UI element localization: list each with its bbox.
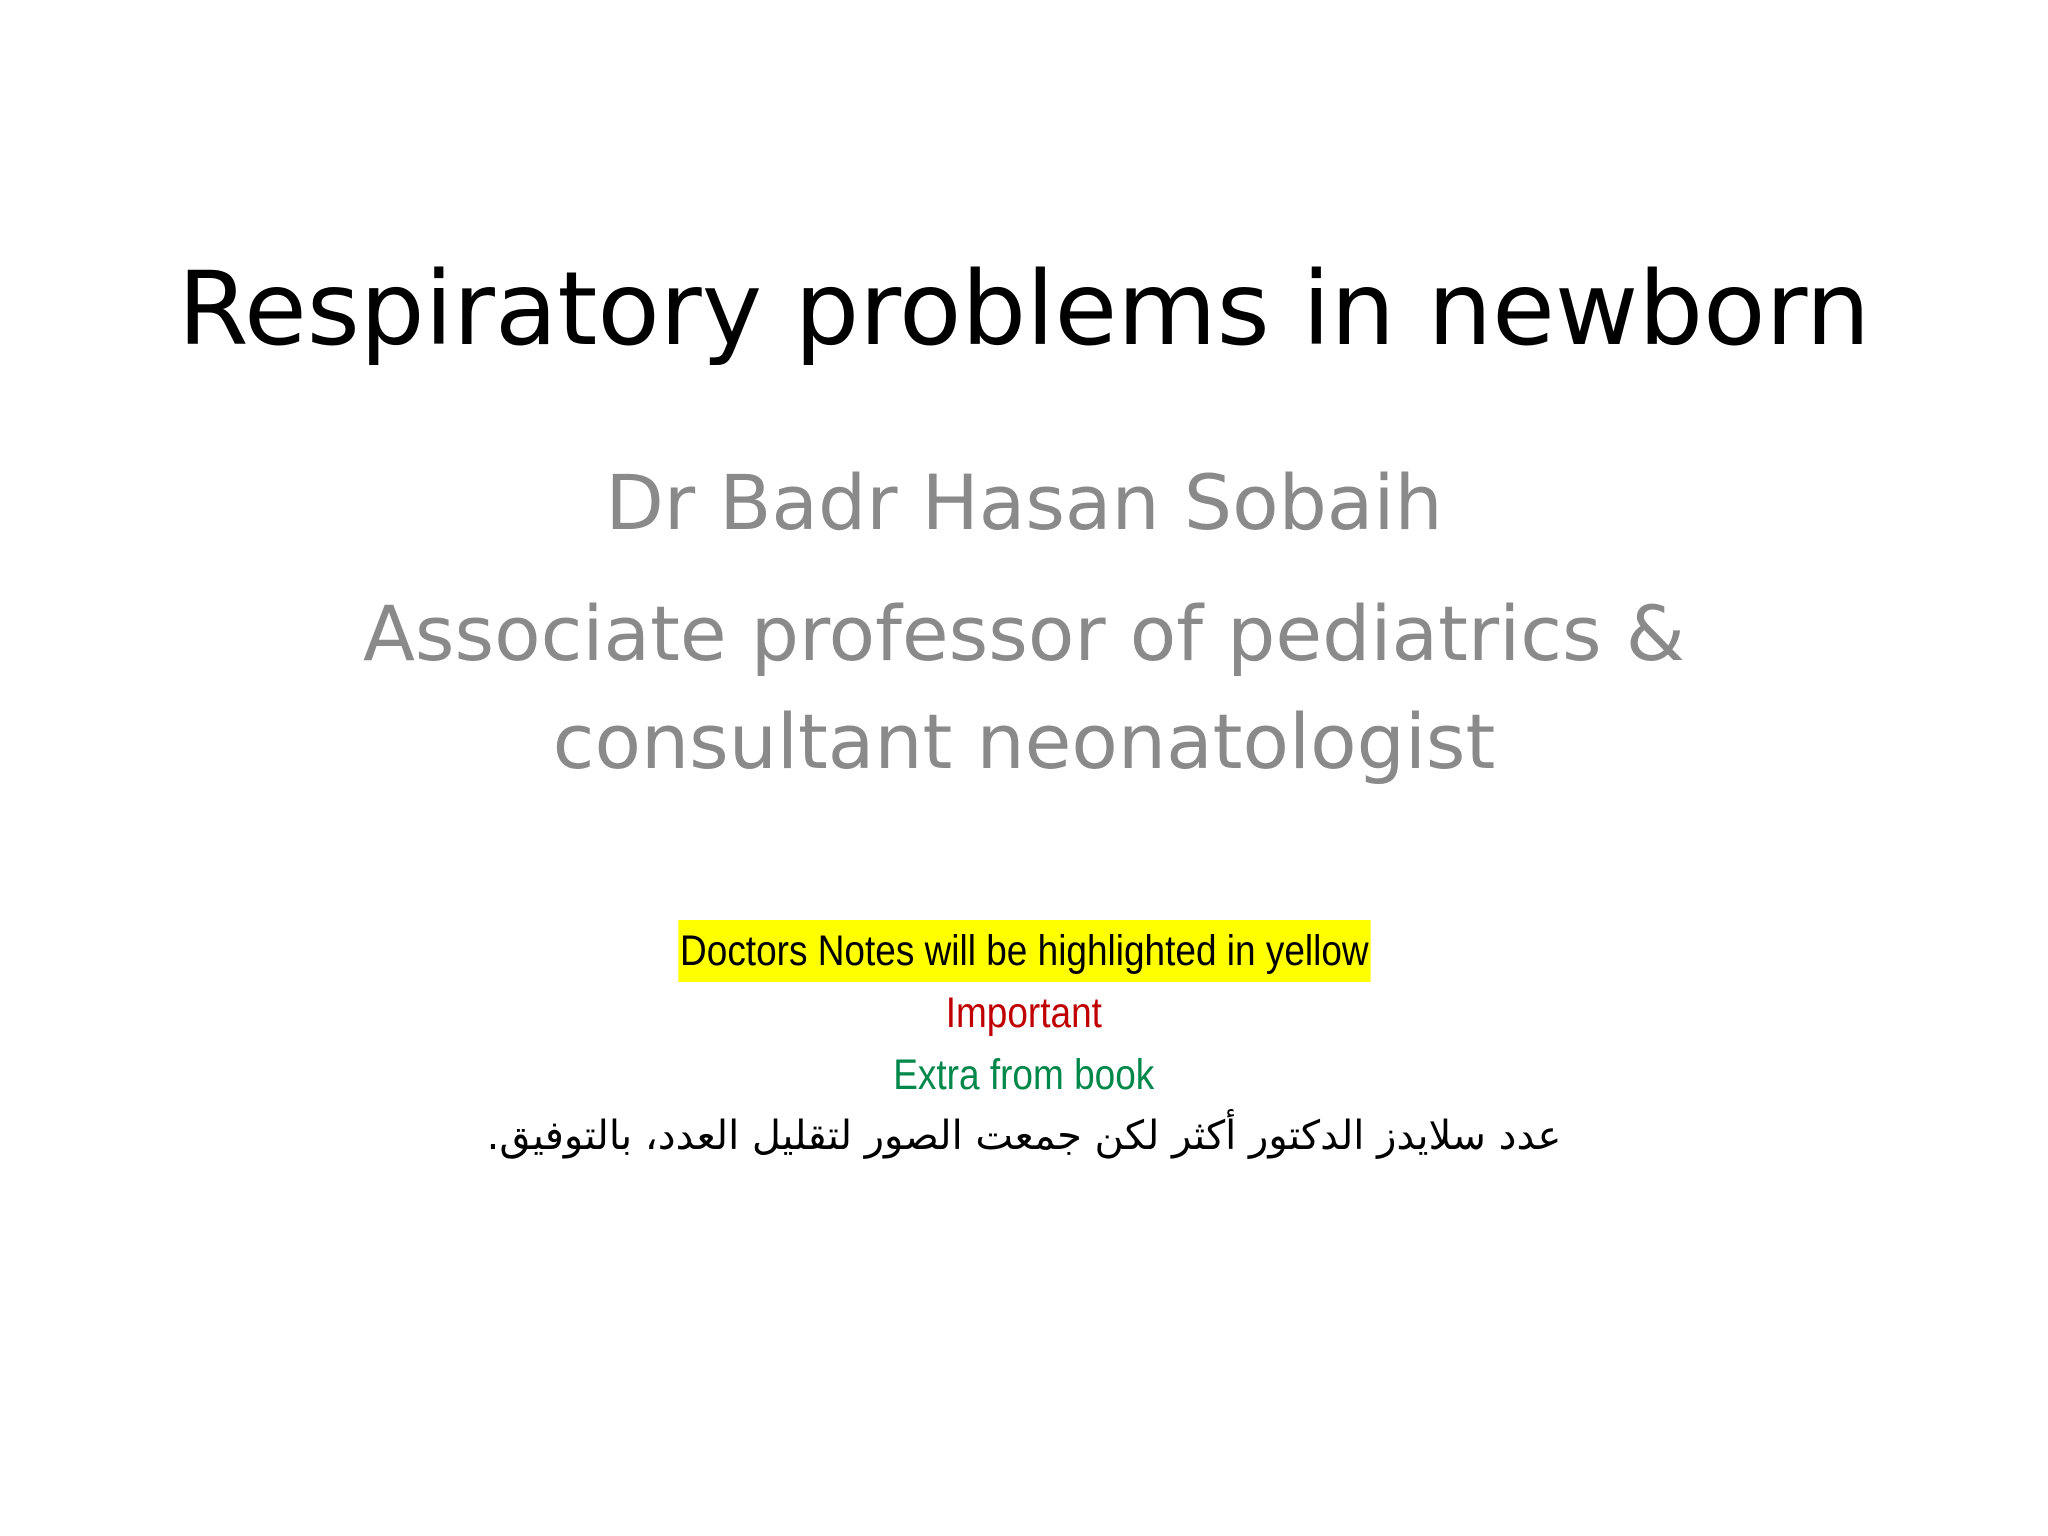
arabic-note: عدد سلايدز الدكتور أكثر لكن جمعت الصور لتقليل العدد، بالتوفيق. <box>486 1113 1562 1159</box>
legend-notes <box>0 920 2048 1166</box>
presenter-name: Dr Badr Hasan Sobaih <box>605 458 1443 547</box>
extra-from-book-label: Extra from book <box>893 1051 1155 1099</box>
subtitle-block <box>0 448 2048 796</box>
doctors-notes-highlight: Doctors Notes will be highlighted in yellow <box>678 920 1370 982</box>
important-label: Important <box>945 989 1103 1037</box>
slide-title: Respiratory problems in newborn <box>177 250 1871 369</box>
important-line <box>0 982 2048 1044</box>
presenter-role: Associate professor of pediatrics & consultant neonatologist <box>362 589 1686 786</box>
doctors-notes-line <box>0 920 2048 982</box>
extra-line <box>0 1044 2048 1106</box>
